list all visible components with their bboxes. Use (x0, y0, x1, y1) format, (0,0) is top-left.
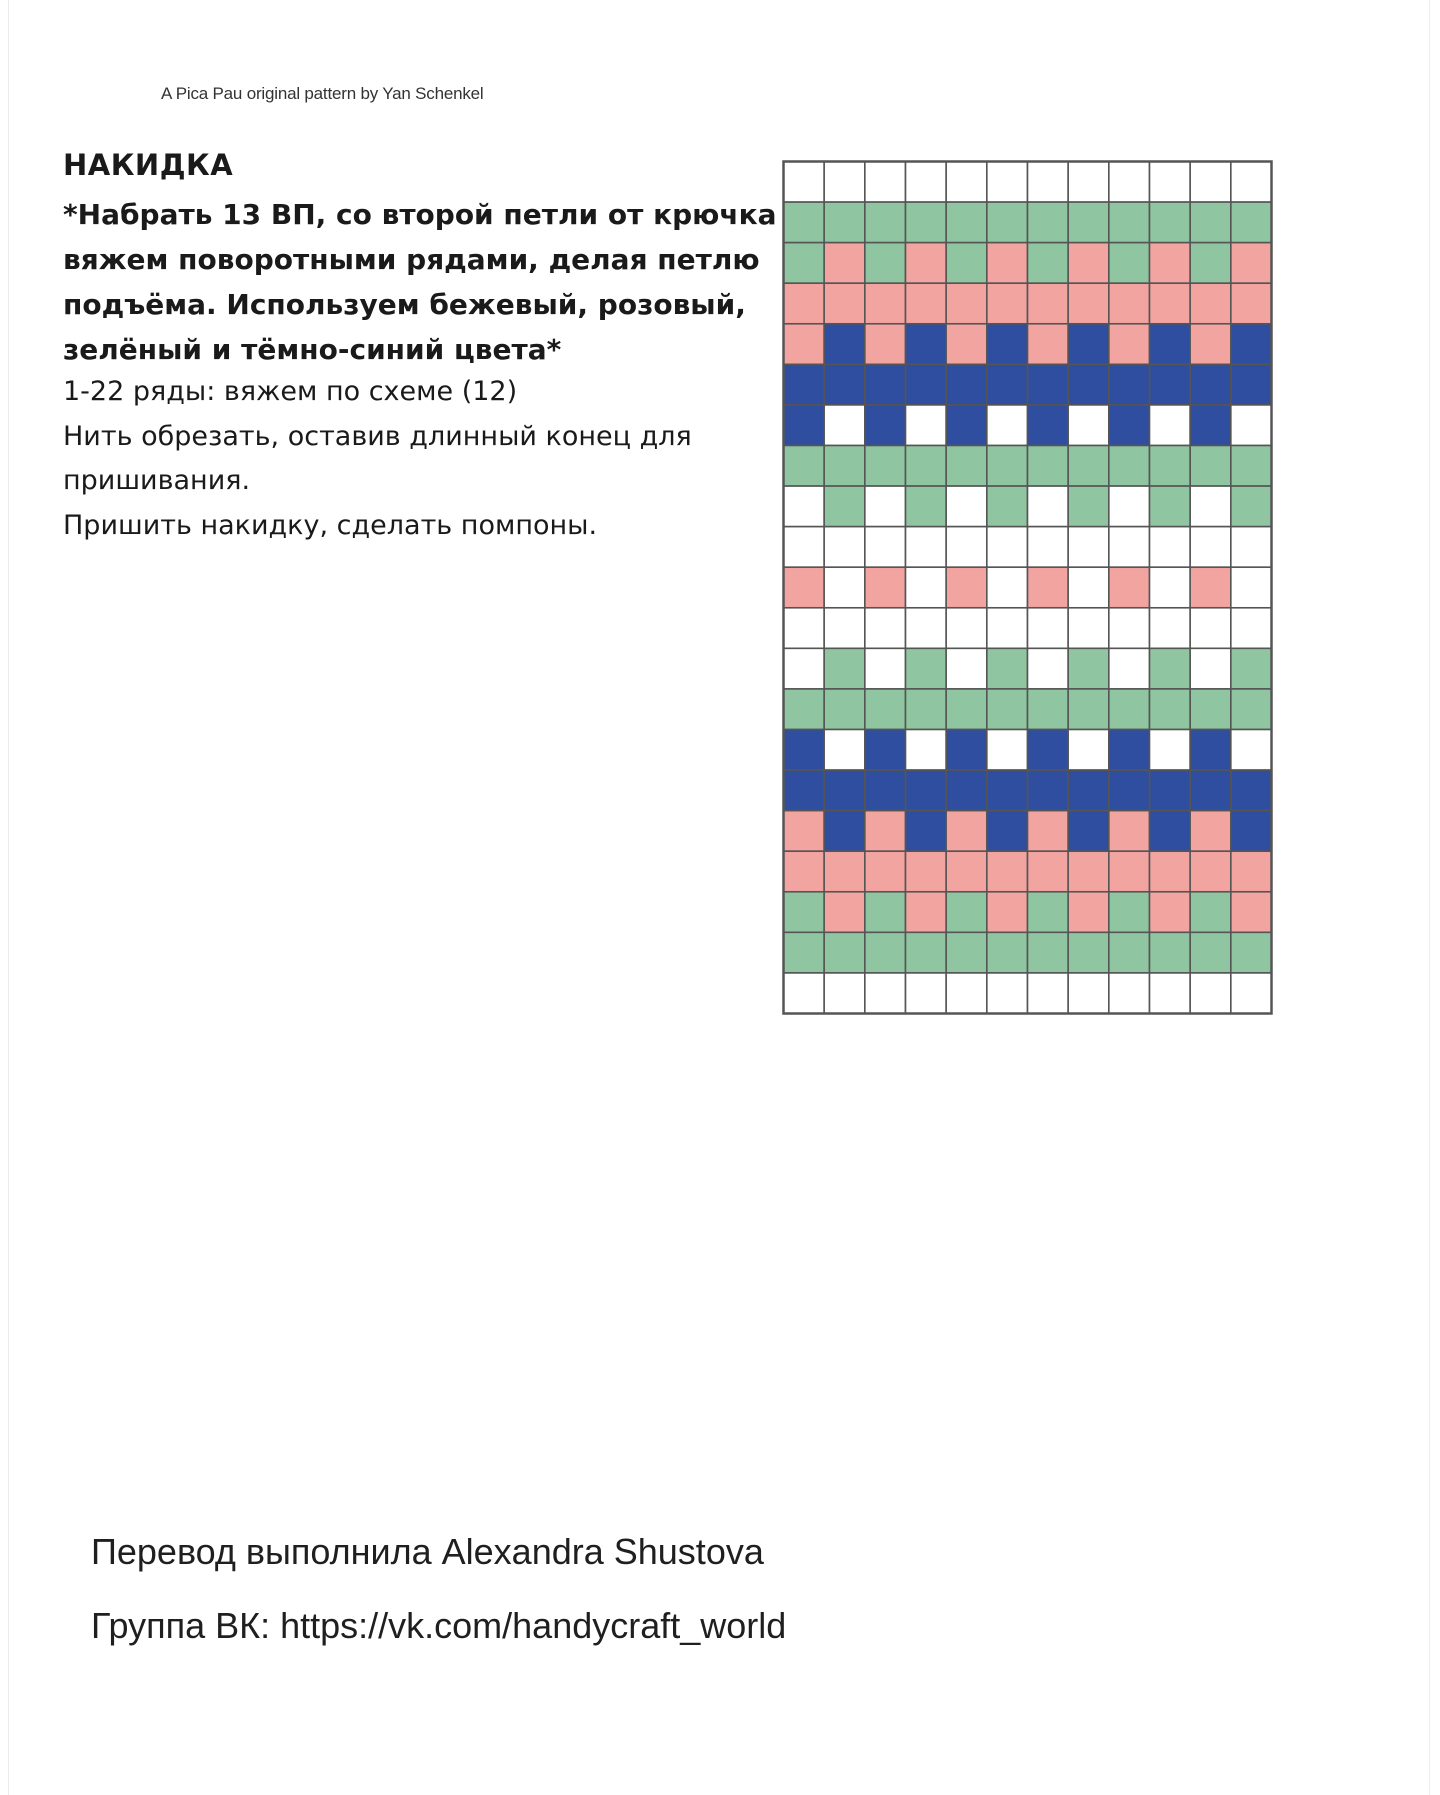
chart-cell-r17-c10 (1150, 811, 1191, 852)
colorwork-chart (782, 160, 1273, 1015)
chart-cell-r4-c7 (1028, 283, 1069, 324)
chart-cell-r14-c11 (1190, 689, 1231, 730)
chart-cell-r21-c5 (946, 973, 987, 1014)
chart-cell-r16-c12 (1231, 770, 1272, 811)
chart-cell-r4-c8 (1068, 283, 1109, 324)
chart-cell-r4-c4 (906, 283, 947, 324)
cut-line-2: пришивания. (63, 465, 251, 496)
chart-cell-r17-c6 (987, 811, 1028, 852)
chart-cell-r4-c9 (1109, 283, 1150, 324)
chart-cell-r21-c2 (824, 973, 865, 1014)
chart-cell-r6-c2 (824, 364, 865, 405)
chart-cell-r14-c9 (1109, 689, 1150, 730)
chart-svg (782, 160, 1273, 1015)
chart-cell-r15-c7 (1028, 730, 1069, 771)
chart-cell-r16-c9 (1109, 770, 1150, 811)
chart-cell-r18-c11 (1190, 851, 1231, 892)
chart-cell-r13-c12 (1231, 648, 1272, 689)
chart-cell-r12-c11 (1190, 608, 1231, 649)
chart-cell-r15-c9 (1109, 730, 1150, 771)
chart-cell-r6-c11 (1190, 364, 1231, 405)
chart-cell-r12-c3 (865, 608, 906, 649)
chart-cell-r13-c10 (1150, 648, 1191, 689)
chart-cell-r13-c7 (1028, 648, 1069, 689)
chart-cell-r5-c8 (1068, 324, 1109, 365)
chart-cell-r10-c8 (1068, 527, 1109, 568)
chart-cell-r17-c5 (946, 811, 987, 852)
chart-cell-r21-c7 (1028, 973, 1069, 1014)
chart-cell-r5-c10 (1150, 324, 1191, 365)
chart-cell-r21-c12 (1231, 973, 1272, 1014)
chart-cell-r5-c6 (987, 324, 1028, 365)
chart-cell-r13-c4 (906, 648, 947, 689)
chart-cell-r20-c10 (1150, 932, 1191, 973)
chart-cell-r13-c3 (865, 648, 906, 689)
chart-cell-r19-c11 (1190, 892, 1231, 933)
chart-cell-r8-c1 (784, 446, 825, 487)
chart-cell-r4-c11 (1190, 283, 1231, 324)
chart-cell-r18-c4 (906, 851, 947, 892)
chart-cell-r17-c1 (784, 811, 825, 852)
chart-cell-r21-c9 (1109, 973, 1150, 1014)
chart-cell-r4-c2 (824, 283, 865, 324)
chart-cell-r6-c1 (784, 364, 825, 405)
chart-cell-r16-c2 (824, 770, 865, 811)
chart-cell-r19-c5 (946, 892, 987, 933)
chart-cell-r12-c10 (1150, 608, 1191, 649)
chart-cell-r16-c5 (946, 770, 987, 811)
chart-cell-r6-c4 (906, 364, 947, 405)
chart-cell-r7-c4 (906, 405, 947, 446)
chart-cell-r11-c9 (1109, 567, 1150, 608)
chart-cell-r21-c4 (906, 973, 947, 1014)
chart-cell-r15-c10 (1150, 730, 1191, 771)
chart-cell-r13-c2 (824, 648, 865, 689)
chart-cell-r12-c12 (1231, 608, 1272, 649)
chart-cell-r7-c7 (1028, 405, 1069, 446)
chart-cell-r3-c4 (906, 243, 947, 284)
chart-cell-r19-c10 (1150, 892, 1191, 933)
chart-cell-r9-c7 (1028, 486, 1069, 527)
chart-cell-r16-c1 (784, 770, 825, 811)
chart-cell-r1-c8 (1068, 162, 1109, 203)
chart-cell-r7-c8 (1068, 405, 1109, 446)
chart-cell-r14-c5 (946, 689, 987, 730)
chart-cell-r11-c11 (1190, 567, 1231, 608)
chart-cell-r15-c3 (865, 730, 906, 771)
chart-cell-r7-c10 (1150, 405, 1191, 446)
chart-cell-r4-c1 (784, 283, 825, 324)
chart-cell-r17-c3 (865, 811, 906, 852)
chart-cell-r8-c3 (865, 446, 906, 487)
chart-cell-r13-c1 (784, 648, 825, 689)
chart-cell-r17-c8 (1068, 811, 1109, 852)
chart-cell-r11-c10 (1150, 567, 1191, 608)
chart-cell-r5-c11 (1190, 324, 1231, 365)
chart-cell-r13-c11 (1190, 648, 1231, 689)
chart-cell-r13-c5 (946, 648, 987, 689)
chart-cell-r10-c11 (1190, 527, 1231, 568)
chart-cell-r16-c8 (1068, 770, 1109, 811)
chart-cell-r18-c5 (946, 851, 987, 892)
chart-cell-r19-c3 (865, 892, 906, 933)
footer (91, 1515, 786, 1663)
chart-cell-r2-c11 (1190, 202, 1231, 243)
chart-cell-r8-c6 (987, 446, 1028, 487)
chart-cell-r6-c9 (1109, 364, 1150, 405)
chart-cell-r19-c6 (987, 892, 1028, 933)
chart-cell-r17-c12 (1231, 811, 1272, 852)
chart-cell-r4-c3 (865, 283, 906, 324)
chart-cell-r3-c5 (946, 243, 987, 284)
chart-cell-r14-c7 (1028, 689, 1069, 730)
chart-cell-r7-c11 (1190, 405, 1231, 446)
chart-cell-r16-c4 (906, 770, 947, 811)
chart-cell-r3-c8 (1068, 243, 1109, 284)
chart-cell-r17-c2 (824, 811, 865, 852)
chart-cell-r11-c12 (1231, 567, 1272, 608)
chart-cell-r14-c3 (865, 689, 906, 730)
chart-cell-r15-c6 (987, 730, 1028, 771)
chart-cell-r11-c5 (946, 567, 987, 608)
chart-cell-r8-c5 (946, 446, 987, 487)
chart-cell-r20-c2 (824, 932, 865, 973)
chart-cell-r3-c10 (1150, 243, 1191, 284)
chart-cell-r9-c10 (1150, 486, 1191, 527)
chart-cell-r21-c11 (1190, 973, 1231, 1014)
chart-cell-r7-c12 (1231, 405, 1272, 446)
chart-cell-r7-c6 (987, 405, 1028, 446)
chart-cell-r10-c3 (865, 527, 906, 568)
chart-cell-r5-c3 (865, 324, 906, 365)
chart-cell-r8-c12 (1231, 446, 1272, 487)
chart-cell-r17-c7 (1028, 811, 1069, 852)
chart-cell-r9-c4 (906, 486, 947, 527)
chart-cell-r19-c7 (1028, 892, 1069, 933)
chart-cell-r8-c7 (1028, 446, 1069, 487)
chart-cell-r18-c8 (1068, 851, 1109, 892)
chart-cell-r12-c1 (784, 608, 825, 649)
chart-cell-r17-c9 (1109, 811, 1150, 852)
chart-cell-r12-c2 (824, 608, 865, 649)
chart-cell-r14-c6 (987, 689, 1028, 730)
chart-cell-r2-c5 (946, 202, 987, 243)
chart-cell-r3-c6 (987, 243, 1028, 284)
vk-group-line: Группа ВК: https://vk.com/handycraft_world (91, 1605, 787, 1646)
chart-cell-r8-c8 (1068, 446, 1109, 487)
notes-block (63, 370, 783, 548)
chart-cell-r9-c5 (946, 486, 987, 527)
chart-cell-r1-c11 (1190, 162, 1231, 203)
chart-cell-r5-c9 (1109, 324, 1150, 365)
chart-cell-r20-c11 (1190, 932, 1231, 973)
chart-cell-r12-c5 (946, 608, 987, 649)
chart-cell-r1-c12 (1231, 162, 1272, 203)
chart-cell-r5-c7 (1028, 324, 1069, 365)
chart-cell-r2-c9 (1109, 202, 1150, 243)
chart-cell-r15-c8 (1068, 730, 1109, 771)
chart-cell-r10-c12 (1231, 527, 1272, 568)
chart-cell-r18-c10 (1150, 851, 1191, 892)
chart-cell-r20-c4 (906, 932, 947, 973)
chart-cell-r11-c1 (784, 567, 825, 608)
chart-cell-r21-c6 (987, 973, 1028, 1014)
chart-cell-r2-c2 (824, 202, 865, 243)
chart-cell-r10-c7 (1028, 527, 1069, 568)
chart-cell-r21-c8 (1068, 973, 1109, 1014)
chart-cell-r3-c3 (865, 243, 906, 284)
chart-cell-r6-c10 (1150, 364, 1191, 405)
chart-cell-r2-c7 (1028, 202, 1069, 243)
chart-cell-r20-c7 (1028, 932, 1069, 973)
chart-cell-r7-c1 (784, 405, 825, 446)
chart-cell-r19-c4 (906, 892, 947, 933)
chart-cell-r6-c8 (1068, 364, 1109, 405)
chart-cell-r5-c4 (906, 324, 947, 365)
instructions-text: *Набрать 13 ВП, со второй петли от крючка вяжем поворотными рядами, делая петлю подъёма. Используем бежевый, розовый, зелёный и тёмно-синий цвета* (63, 198, 777, 366)
chart-cell-r11-c7 (1028, 567, 1069, 608)
chart-cell-r19-c8 (1068, 892, 1109, 933)
chart-cell-r14-c12 (1231, 689, 1272, 730)
chart-cell-r7-c5 (946, 405, 987, 446)
chart-cell-r21-c10 (1150, 973, 1191, 1014)
chart-cell-r14-c8 (1068, 689, 1109, 730)
chart-cell-r5-c5 (946, 324, 987, 365)
chart-cell-r1-c7 (1028, 162, 1069, 203)
chart-cell-r12-c4 (906, 608, 947, 649)
chart-cell-r16-c7 (1028, 770, 1069, 811)
chart-cell-r8-c4 (906, 446, 947, 487)
chart-cell-r18-c12 (1231, 851, 1272, 892)
chart-cell-r12-c7 (1028, 608, 1069, 649)
chart-cell-r1-c10 (1150, 162, 1191, 203)
chart-cell-r3-c2 (824, 243, 865, 284)
chart-cell-r3-c11 (1190, 243, 1231, 284)
chart-cell-r16-c10 (1150, 770, 1191, 811)
chart-cell-r10-c9 (1109, 527, 1150, 568)
chart-cell-r15-c2 (824, 730, 865, 771)
chart-cell-r9-c9 (1109, 486, 1150, 527)
chart-cell-r2-c12 (1231, 202, 1272, 243)
chart-cell-r1-c4 (906, 162, 947, 203)
chart-cell-r2-c8 (1068, 202, 1109, 243)
chart-cell-r1-c3 (865, 162, 906, 203)
chart-cell-r8-c9 (1109, 446, 1150, 487)
chart-cell-r1-c6 (987, 162, 1028, 203)
chart-cell-r2-c10 (1150, 202, 1191, 243)
chart-cell-r8-c2 (824, 446, 865, 487)
chart-cell-r18-c9 (1109, 851, 1150, 892)
chart-cell-r18-c1 (784, 851, 825, 892)
chart-cell-r20-c6 (987, 932, 1028, 973)
chart-cell-r14-c10 (1150, 689, 1191, 730)
chart-cell-r7-c2 (824, 405, 865, 446)
rows-line: 1-22 ряды: вяжем по схеме (12) (63, 376, 518, 407)
chart-cell-r9-c2 (824, 486, 865, 527)
chart-cell-r19-c12 (1231, 892, 1272, 933)
chart-cell-r6-c5 (946, 364, 987, 405)
chart-cell-r4-c5 (946, 283, 987, 324)
chart-cell-r15-c4 (906, 730, 947, 771)
chart-cell-r4-c12 (1231, 283, 1272, 324)
chart-cell-r5-c1 (784, 324, 825, 365)
chart-cell-r3-c12 (1231, 243, 1272, 284)
chart-cell-r11-c4 (906, 567, 947, 608)
chart-cell-r16-c6 (987, 770, 1028, 811)
chart-cell-r3-c7 (1028, 243, 1069, 284)
chart-cell-r20-c8 (1068, 932, 1109, 973)
chart-cell-r15-c5 (946, 730, 987, 771)
chart-cell-r10-c6 (987, 527, 1028, 568)
chart-cell-r19-c2 (824, 892, 865, 933)
chart-cell-r17-c4 (906, 811, 947, 852)
chart-cell-r12-c9 (1109, 608, 1150, 649)
chart-cell-r16-c3 (865, 770, 906, 811)
chart-cell-r21-c1 (784, 973, 825, 1014)
chart-cell-r20-c3 (865, 932, 906, 973)
chart-cell-r10-c10 (1150, 527, 1191, 568)
chart-cell-r20-c1 (784, 932, 825, 973)
chart-cell-r13-c8 (1068, 648, 1109, 689)
chart-cell-r6-c7 (1028, 364, 1069, 405)
chart-cell-r12-c6 (987, 608, 1028, 649)
chart-cell-r13-c9 (1109, 648, 1150, 689)
section-title: НАКИДКА (63, 148, 234, 182)
chart-cell-r1-c1 (784, 162, 825, 203)
chart-cell-r2-c4 (906, 202, 947, 243)
chart-cell-r8-c11 (1190, 446, 1231, 487)
chart-cell-r14-c4 (906, 689, 947, 730)
chart-cell-r14-c1 (784, 689, 825, 730)
chart-cell-r5-c12 (1231, 324, 1272, 365)
chart-cell-r5-c2 (824, 324, 865, 365)
chart-cell-r3-c9 (1109, 243, 1150, 284)
chart-cell-r10-c2 (824, 527, 865, 568)
cut-line-1: Нить обрезать, оставив длинный конец для (63, 420, 692, 452)
chart-cell-r9-c6 (987, 486, 1028, 527)
chart-cell-r6-c12 (1231, 364, 1272, 405)
chart-cell-r9-c12 (1231, 486, 1272, 527)
chart-cell-r2-c1 (784, 202, 825, 243)
chart-cell-r11-c2 (824, 567, 865, 608)
chart-cell-r15-c12 (1231, 730, 1272, 771)
translator-credit: Перевод выполнила Alexandra Shustova (91, 1531, 764, 1572)
chart-cell-r16-c11 (1190, 770, 1231, 811)
chart-cell-r6-c6 (987, 364, 1028, 405)
chart-cell-r10-c1 (784, 527, 825, 568)
chart-cell-r18-c3 (865, 851, 906, 892)
chart-cell-r12-c8 (1068, 608, 1109, 649)
chart-cell-r3-c1 (784, 243, 825, 284)
chart-cell-r9-c3 (865, 486, 906, 527)
chart-cell-r2-c3 (865, 202, 906, 243)
sew-line: Пришить накидку, сделать помпоны. (63, 509, 598, 541)
chart-cell-r11-c8 (1068, 567, 1109, 608)
chart-cell-r15-c1 (784, 730, 825, 771)
chart-cell-r18-c7 (1028, 851, 1069, 892)
chart-cell-r1-c5 (946, 162, 987, 203)
chart-cell-r8-c10 (1150, 446, 1191, 487)
chart-cell-r19-c1 (784, 892, 825, 933)
chart-cell-r15-c11 (1190, 730, 1231, 771)
chart-cell-r13-c6 (987, 648, 1028, 689)
chart-cell-r20-c5 (946, 932, 987, 973)
chart-cell-r10-c5 (946, 527, 987, 568)
chart-cell-r20-c9 (1109, 932, 1150, 973)
pattern-credit: A Pica Pau original pattern by Yan Schenkel (161, 84, 484, 103)
chart-cell-r18-c6 (987, 851, 1028, 892)
chart-cell-r21-c3 (865, 973, 906, 1014)
chart-cell-r10-c4 (906, 527, 947, 568)
chart-cell-r2-c6 (987, 202, 1028, 243)
chart-cell-r1-c9 (1109, 162, 1150, 203)
chart-cell-r20-c12 (1231, 932, 1272, 973)
chart-cell-r18-c2 (824, 851, 865, 892)
chart-cell-r7-c9 (1109, 405, 1150, 446)
chart-cell-r6-c3 (865, 364, 906, 405)
chart-cell-r7-c3 (865, 405, 906, 446)
chart-cell-r4-c6 (987, 283, 1028, 324)
chart-cell-r9-c1 (784, 486, 825, 527)
chart-cell-r19-c9 (1109, 892, 1150, 933)
chart-cell-r1-c2 (824, 162, 865, 203)
chart-cell-r17-c11 (1190, 811, 1231, 852)
chart-cell-r9-c8 (1068, 486, 1109, 527)
chart-cell-r11-c6 (987, 567, 1028, 608)
chart-cell-r9-c11 (1190, 486, 1231, 527)
chart-cell-r14-c2 (824, 689, 865, 730)
chart-cell-r4-c10 (1150, 283, 1191, 324)
document-page (8, 0, 1430, 1795)
chart-cell-r11-c3 (865, 567, 906, 608)
